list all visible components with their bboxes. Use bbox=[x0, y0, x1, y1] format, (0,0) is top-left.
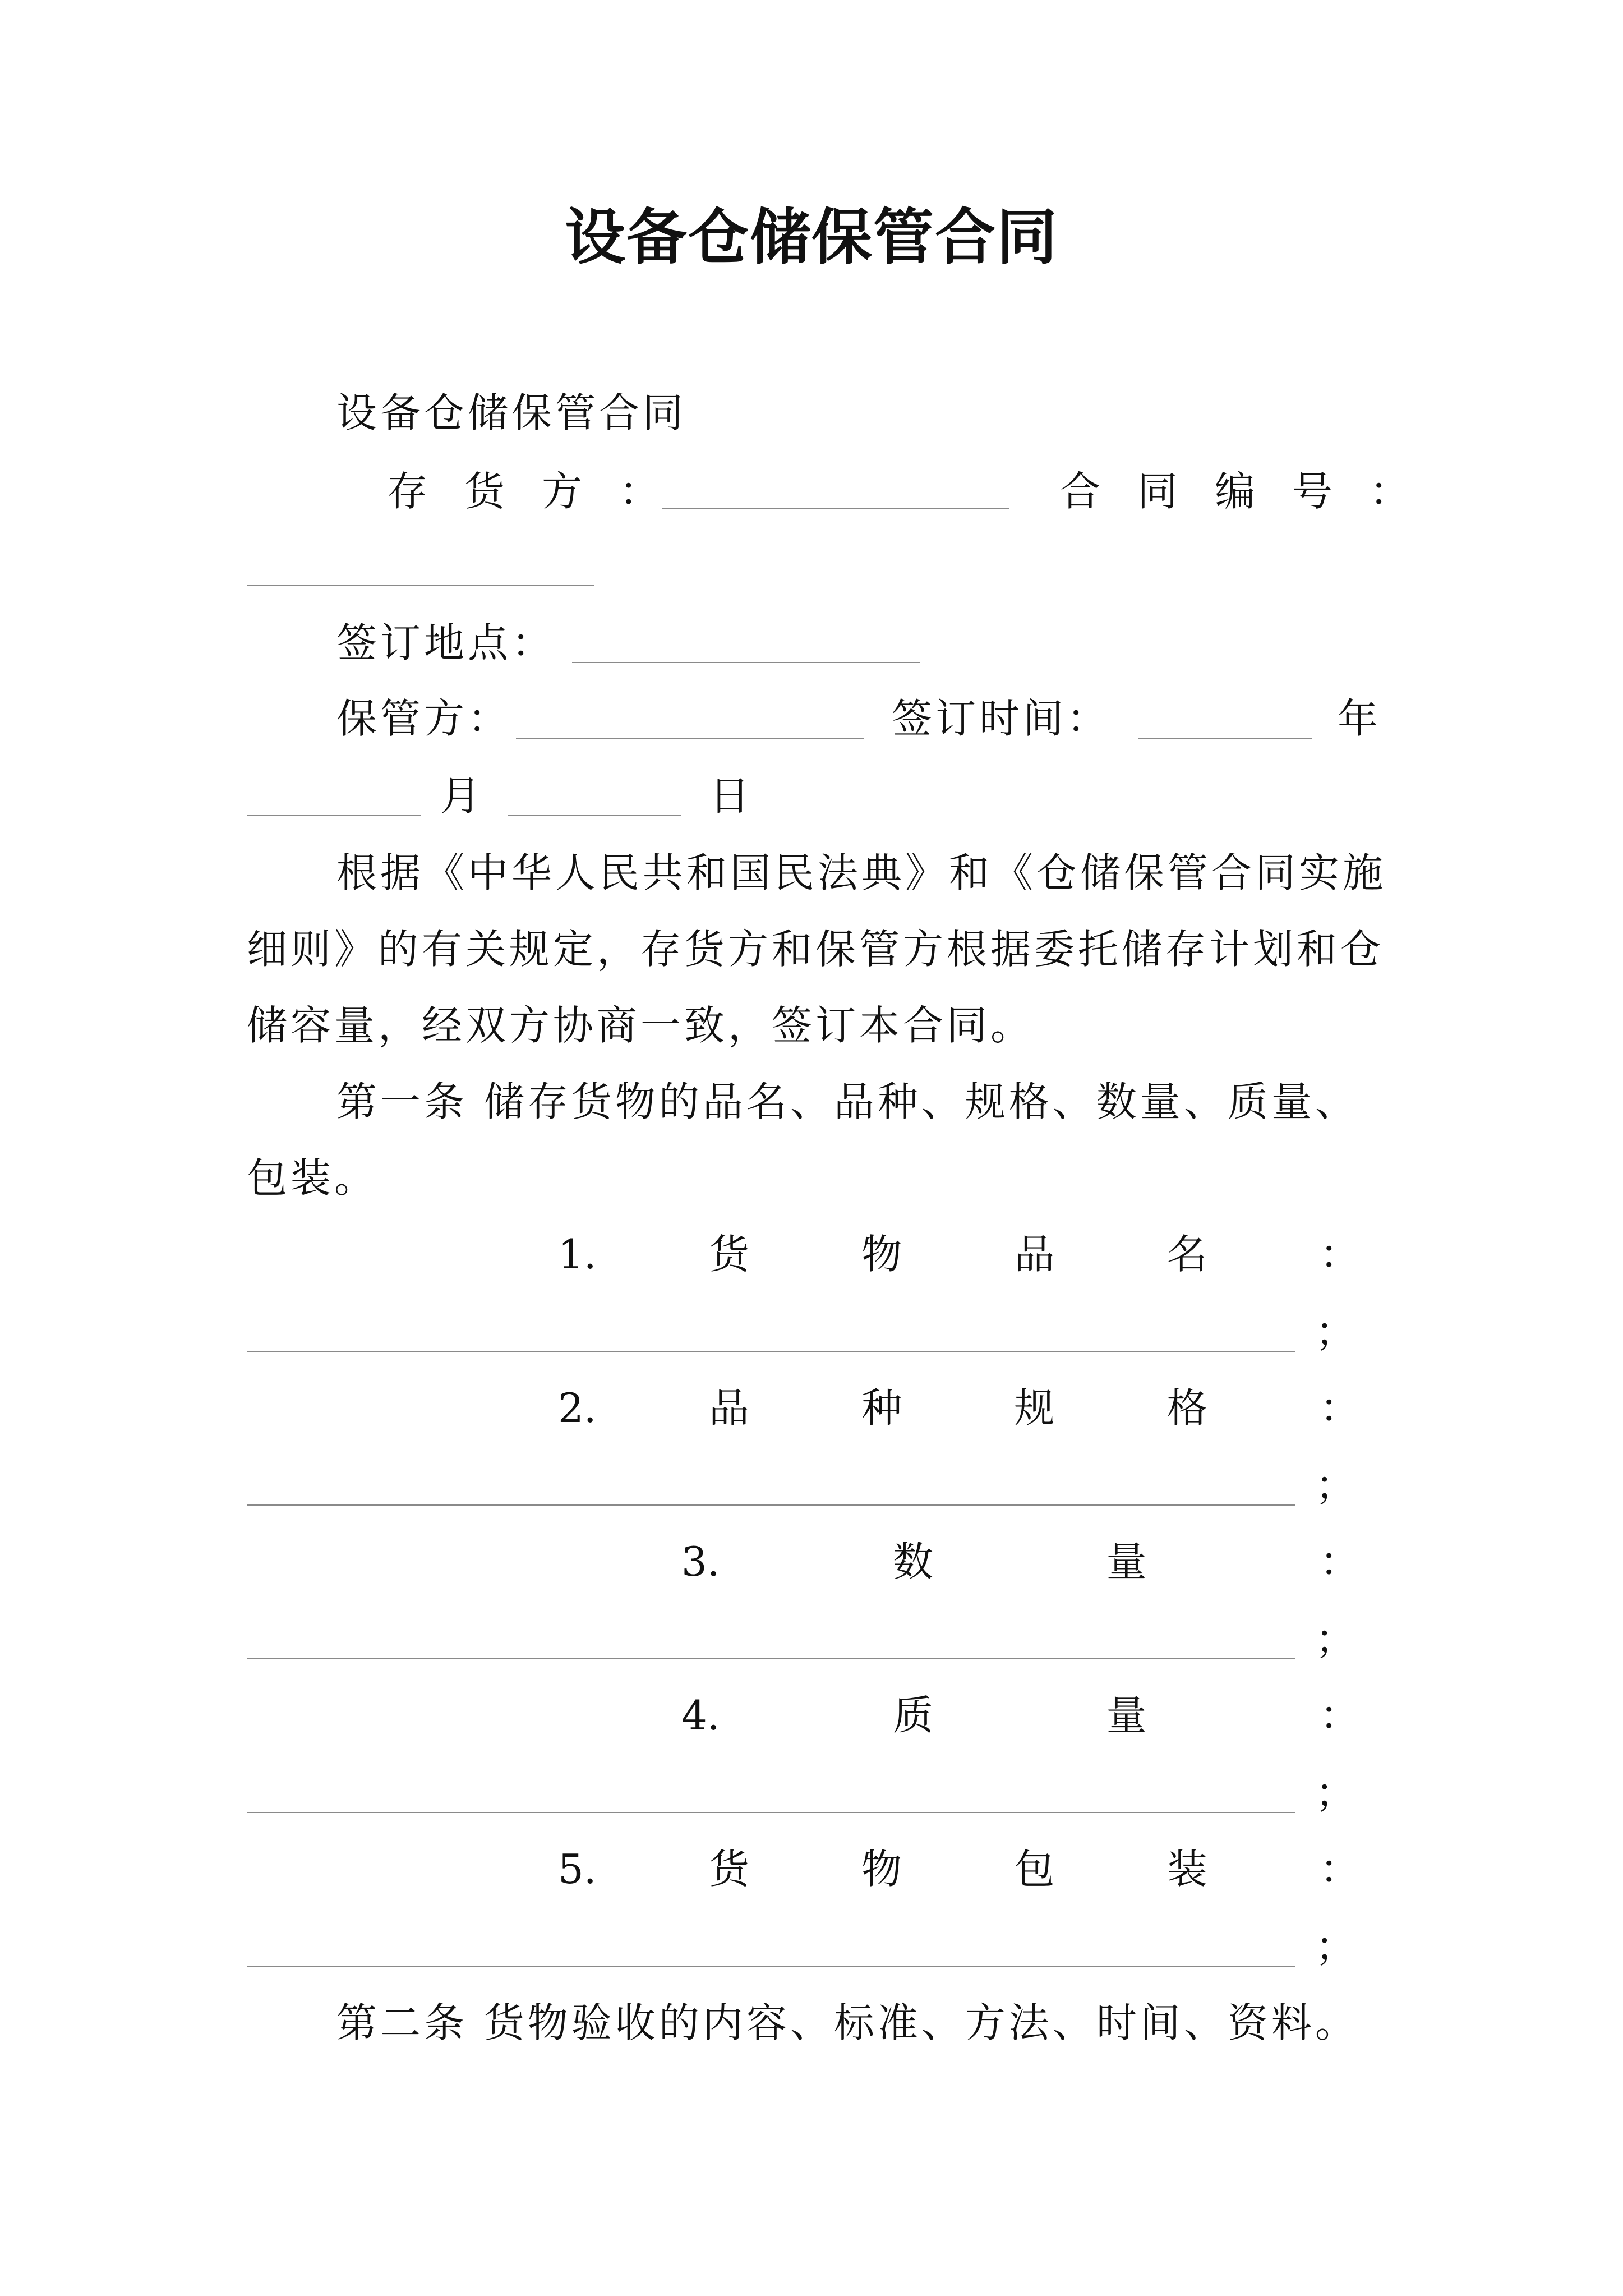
item-number: 3. bbox=[681, 1538, 720, 1585]
item-char: 装 bbox=[1166, 1846, 1207, 1893]
item-2-row bbox=[558, 1384, 1360, 1432]
item-char: 货 bbox=[708, 1846, 749, 1893]
item-1-blank bbox=[247, 1351, 1295, 1352]
item-number: 4. bbox=[681, 1692, 720, 1739]
item-number: 1. bbox=[558, 1231, 597, 1278]
item-char: 量 bbox=[1106, 1692, 1147, 1739]
article-1-line-1: 第一条 储存货物的品名、品种、规格、数量、质量、 bbox=[336, 1078, 1359, 1125]
item-colon: ： bbox=[1319, 1538, 1360, 1585]
item-char: 包 bbox=[1014, 1846, 1055, 1893]
month-blank bbox=[247, 815, 421, 816]
item-char: 物 bbox=[861, 1231, 902, 1278]
item-char: 规 bbox=[1014, 1384, 1055, 1432]
contract-no-label: 合同编号： bbox=[1060, 468, 1447, 515]
item-4-row bbox=[681, 1692, 1360, 1739]
item-3-row bbox=[681, 1538, 1360, 1585]
item-2-blank bbox=[247, 1504, 1295, 1506]
item-char: 数 bbox=[893, 1538, 934, 1585]
day-blank bbox=[508, 815, 681, 816]
item-4-blank bbox=[247, 1812, 1295, 1813]
year-label: 年 bbox=[1338, 695, 1382, 742]
keeper-label: 保管方： bbox=[336, 695, 512, 742]
item-5-end: ； bbox=[1315, 1923, 1359, 1970]
item-2-end: ； bbox=[1315, 1462, 1359, 1509]
document-title: 设备仓储保管合同 bbox=[564, 203, 1058, 273]
item-char: 格 bbox=[1166, 1384, 1207, 1432]
item-3-blank bbox=[247, 1658, 1295, 1659]
item-number: 2. bbox=[558, 1384, 597, 1432]
sign-time-label: 签订时间： bbox=[892, 695, 1111, 742]
depositor-blank bbox=[662, 508, 1009, 509]
item-1-row bbox=[558, 1231, 1360, 1278]
item-3-end: ； bbox=[1315, 1616, 1359, 1663]
item-char: 量 bbox=[1106, 1538, 1147, 1585]
item-4-end: ； bbox=[1315, 1769, 1359, 1816]
article-1-line-2: 包装。 bbox=[247, 1154, 379, 1202]
intro-line-1: 根据《中华人民共和国民法典》和《仓储保管合同实施 bbox=[336, 849, 1387, 896]
item-char: 货 bbox=[708, 1231, 749, 1278]
document-subtitle: 设备仓储保管合同 bbox=[336, 389, 687, 436]
item-colon: ： bbox=[1319, 1692, 1360, 1739]
item-number: 5. bbox=[558, 1846, 597, 1893]
contract-no-blank bbox=[247, 585, 594, 586]
month-label: 月 bbox=[440, 772, 485, 820]
item-char: 品 bbox=[1014, 1231, 1055, 1278]
sign-place-blank bbox=[572, 662, 920, 663]
item-5-row bbox=[558, 1846, 1360, 1893]
keeper-blank bbox=[516, 738, 864, 739]
intro-line-3: 储容量，经双方协商一致，签订本合同。 bbox=[247, 1002, 1035, 1049]
intro-line-2: 细则》的有关规定，存货方和保管方根据委托储存计划和仓 bbox=[247, 926, 1385, 973]
item-char: 种 bbox=[861, 1384, 902, 1432]
item-char: 质 bbox=[893, 1692, 934, 1739]
item-5-blank bbox=[247, 1966, 1295, 1967]
day-label: 日 bbox=[709, 772, 754, 820]
item-char: 物 bbox=[861, 1846, 902, 1893]
item-char: 品 bbox=[708, 1384, 749, 1432]
year-blank bbox=[1138, 738, 1312, 739]
item-colon: ： bbox=[1319, 1384, 1360, 1432]
article-2: 第二条 货物验收的内容、标准、方法、时间、资料。 bbox=[336, 1999, 1359, 2046]
item-colon: ： bbox=[1319, 1231, 1360, 1278]
depositor-label: 存货方： bbox=[387, 468, 697, 515]
item-colon: ： bbox=[1319, 1846, 1360, 1893]
item-char: 名 bbox=[1166, 1231, 1207, 1278]
item-1-end: ； bbox=[1315, 1308, 1359, 1355]
sign-place-label: 签订地点： bbox=[336, 619, 556, 666]
